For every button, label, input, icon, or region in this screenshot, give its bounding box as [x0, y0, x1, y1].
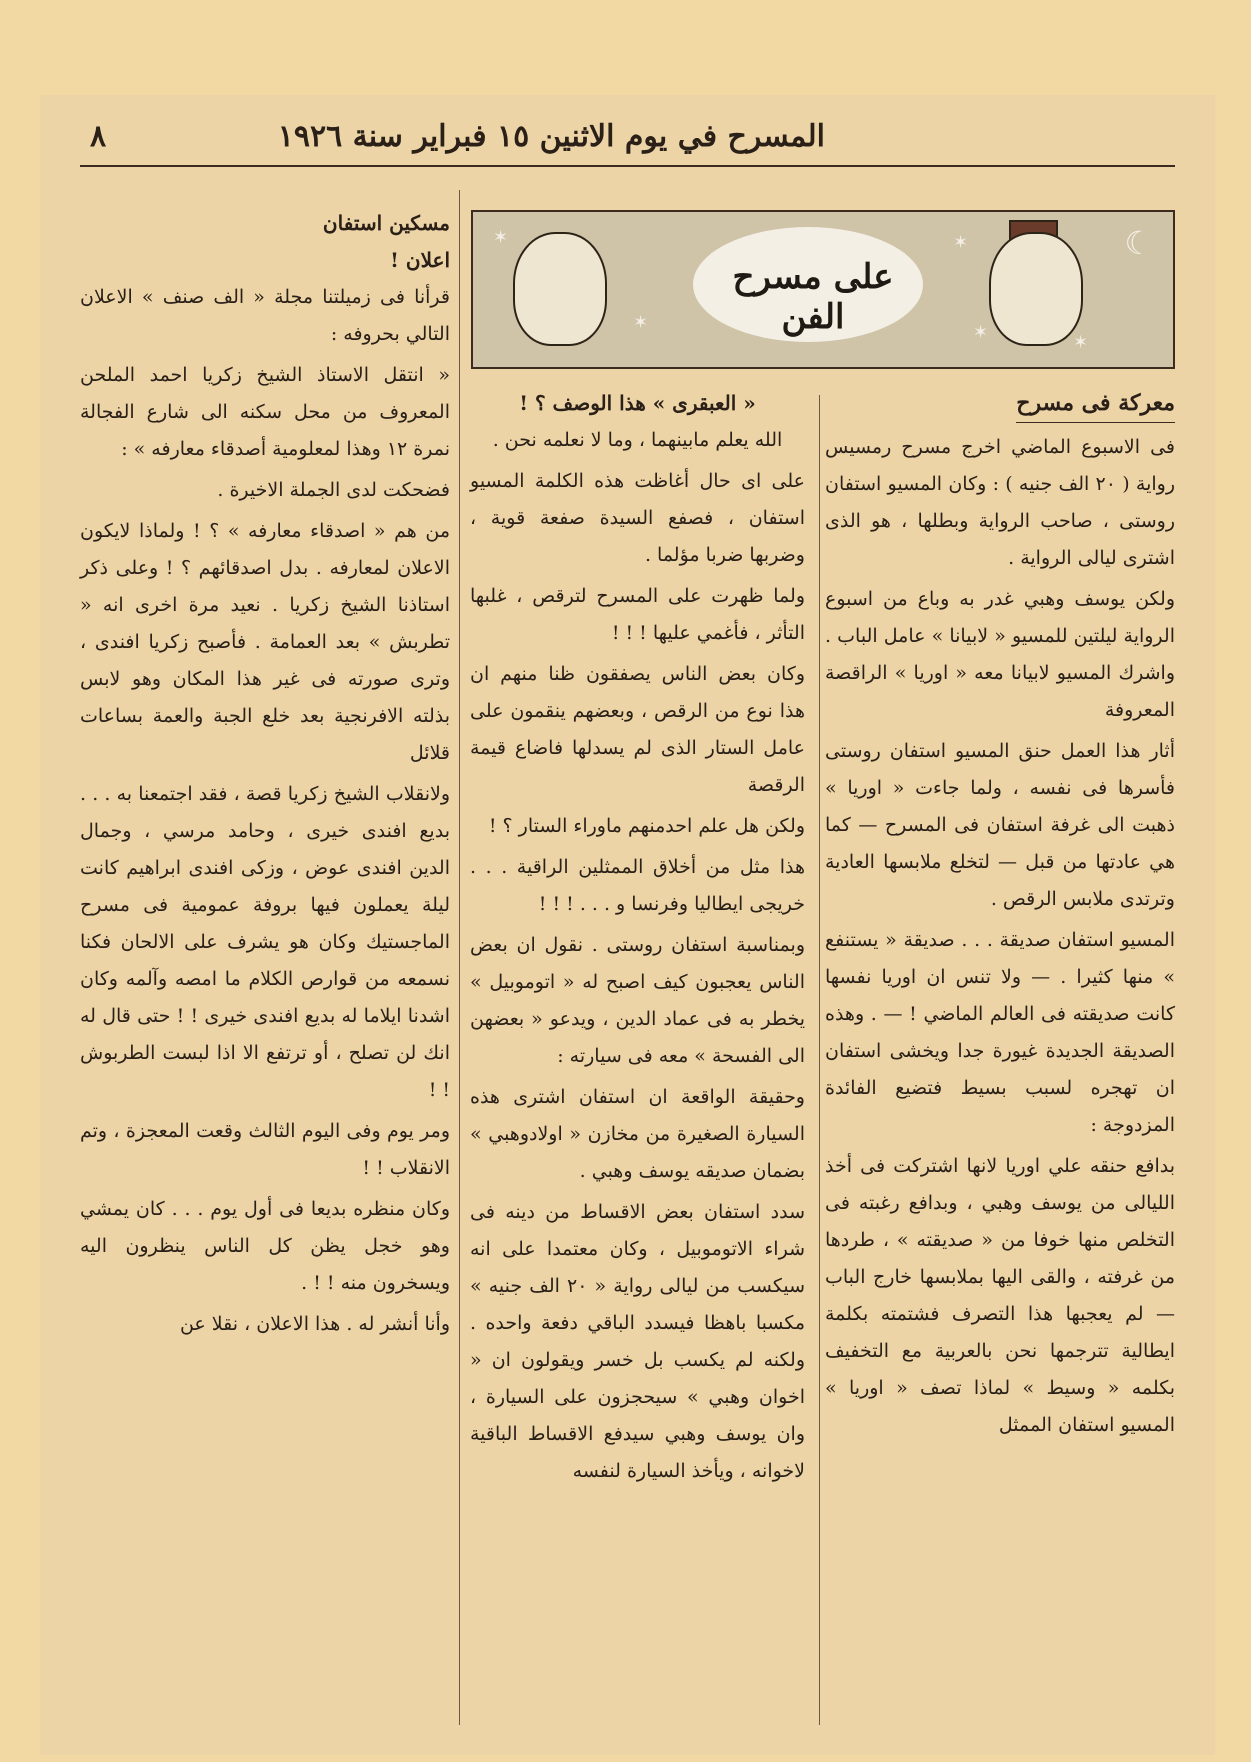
paragraph: بدافع حنقه علي اوريا لانها اشتركت فى أخذ الليالى من يوسف وهبي ، وبدافع رغبته فى التخلص منها خوفا من « صديقته » ، طردها من غرفته ، والقى اليها بملابسها خارج الباب — لم يعجبها هذا التصرف فشتمته بكلمة ايطالية تترجمها نحن بالعربية مع التخفيف بكلمه « وسيط » لماذا تصف « اوريا » المسيو استفان الممثل	[825, 1155, 1175, 1436]
banner-text: على مسرح الفن	[732, 257, 894, 337]
paragraph: ولما ظهرت على المسرح لترقص ، غلبها التأثر ، فأغمي عليها ! ! !	[470, 585, 805, 644]
paragraph: ولكن يوسف وهبي غدر به وباع من اسبوع الرواية ليلتين للمسيو « لابيانا » عامل الباب . واشرك المسيو لابيانا معه « اوريا » الراقصة المعروفة	[825, 588, 1175, 721]
column-divider	[819, 395, 820, 1725]
star-icon: ✶	[1073, 332, 1089, 353]
paragraph: وحقيقة الواقعة ان استفان اشترى هذه السيارة الصغيرة من مخازن « اولادوهبي » بضمان صديقه يوسف وهبي .	[470, 1086, 805, 1182]
article-column-right	[825, 385, 1175, 1448]
column-divider	[459, 190, 460, 1725]
paragraph: من هم « اصدقاء معارفه » ؟ ! ولماذا لايكون الاعلان لمعارفه . بدل اصدقائهم ؟ ! وعلى ذكر استاذنا الشيخ زكريا . نعيد مرة اخرى انه « تطربش » بعد العمامة . فأصبح زكريا افندى ، وترى صورته فى غير هذا المكان وهو لابس بذلته الافرنجية بعد خلع الجبة والعمة بساعات قلائل	[80, 520, 450, 764]
paragraph: على اى حال أغاظت هذه الكلمة المسيو استفان ، فصفع السيدة صفعة قوية ، وضربها ضربا مؤلما .	[470, 470, 805, 566]
newspaper-page	[40, 95, 1215, 1755]
paragraph: المسيو استفان صديقة . . . صديقة « يستنفع » منها كثيرا . — ولا تنس ان اوريا نفسها كانت صديقته فى العالم الماضي ! — . وهذه الصديقة الجديدة غيورة جدا ويخشى استفان ان تهجره لسبب بسيط فتضيع الفائدة المزدوجة :	[825, 929, 1175, 1136]
banner-illustration	[471, 210, 1175, 369]
paragraph: « انتقل الاستاذ الشيخ زكريا احمد الملحن المعروف من محل سكنه الى شارع الفجالة نمرة ١٢ وهذا لمعلومية أصدقاء معارفه » :	[80, 364, 450, 460]
caricature-face-right	[989, 232, 1083, 346]
article-column-middle	[470, 385, 805, 1494]
paragraph: هذا مثل من أخلاق الممثلين الراقية . . . خريجى ايطاليا وفرنسا و . . . ! ! !	[470, 856, 805, 915]
crescent-moon-icon: ☾	[1124, 224, 1153, 262]
star-icon: ✶	[973, 322, 989, 343]
page-number: ٨	[90, 119, 107, 154]
paragraph: قرأنا فى زميلتنا مجلة « الف صنف » الاعلان التالي بحروفه :	[80, 286, 450, 345]
article-heading: معركة فى مسرح	[1016, 385, 1175, 423]
paragraph: أثار هذا العمل حنق المسيو استفان روستى فأسرها فى نفسه ، ولما جاءت « اوريا » ذهبت الى غرفة استفان فى المسرح — كما هي عادتها من قبل — لتخلع ملابسها العادية وترتدى ملابس الرقص .	[825, 740, 1175, 910]
paragraph: فى الاسبوع الماضي اخرج مسرح رمسيس رواية ( ٢٠ الف جنيه ) : وكان المسيو استفان روستى ، صاحب الرواية وبطلها ، هو الذى اشترى ليالى الرواية .	[825, 436, 1175, 569]
paragraph: وبمناسبة استفان روستى . نقول ان بعض الناس يعجبون كيف اصبح له « اتوموبيل » يخطر به فى عماد الدين ، ويدعو « بعضهن الى الفسحة » معه فى سيارته :	[470, 934, 805, 1067]
paragraph: ولكن هل علم احدمنهم ماوراء الستار ؟ !	[488, 815, 805, 837]
article-heading: مسكين استفان	[322, 211, 450, 235]
star-icon: ✶	[953, 232, 969, 253]
article-heading: « العبقرى » هذا الوصف ؟ !	[519, 391, 756, 415]
paragraph: وأنا أنشر له . هذا الاعلان ، نقلا عن	[179, 1313, 450, 1335]
article-column-left	[80, 205, 450, 1347]
paragraph: ولانقلاب الشيخ زكريا قصة ، فقد اجتمعنا به . . . بديع افندى خيرى ، وحامد مرسي ، وجمال الدين افندى عوض ، وزكى افندى ابراهيم كانت ليلة يعملون فيها بروفة عمومية فى مسرح الماجستيك وكان هو يشرف على الالحان فكنا نسمعه من قوارص الكلام ما امصه وآلمه وكان اشدنا ايلاما له بديع افندى خيرى ! ! حتى قال له انك لن تصلح ، أو ترتفع الا اذا لبست الطربوش ! !	[80, 783, 450, 1101]
caricature-face-left	[513, 232, 607, 346]
paragraph: سدد استفان بعض الاقساط من دينه فى شراء الاتوموبيل ، وكان معتمدا على انه سيكسب من ليالى رواية « ٢٠ الف جنيه » مكسبا باهظا فيسدد الباقي دفعة واحده . ولكنه لم يكسب بل خسر ويقولون ان « اخوان وهبي » سيحجزون على السيارة ، وان يوسف وهبي سيدفع الاقساط الباقية لاخوانه ، ويأخذ السيارة لنفسه	[470, 1201, 805, 1482]
page-header	[80, 115, 1175, 167]
paragraph: وكان بعض الناس يصفقون ظنا منهم ان هذا نوع من الرقص ، وبعضهم ينقمون على عامل الستار الذى لم يسدلها فاضاع قيمة الرقصة	[470, 663, 805, 796]
header-title: المسرح في يوم الاثنين ١٥ فبراير سنة ١٩٢٦	[277, 119, 825, 154]
paragraph: الله يعلم مابينهما ، وما لا نعلمه نحن .	[492, 429, 783, 451]
article-subheading: اعلان !	[390, 248, 450, 272]
paragraph: فضحكت لدى الجملة الاخيرة .	[217, 479, 450, 501]
star-icon: ✶	[493, 227, 509, 248]
paragraph: وكان منظره بديعا فى أول يوم . . . كان يمشي وهو خجل يظن كل الناس ينظرون اليه ويسخرون منه ! ! .	[80, 1198, 450, 1294]
paragraph: ومر يوم وفى اليوم الثالث وقعت المعجزة ، وتم الانقلاب ! !	[80, 1120, 450, 1179]
star-icon: ✶	[633, 312, 649, 333]
